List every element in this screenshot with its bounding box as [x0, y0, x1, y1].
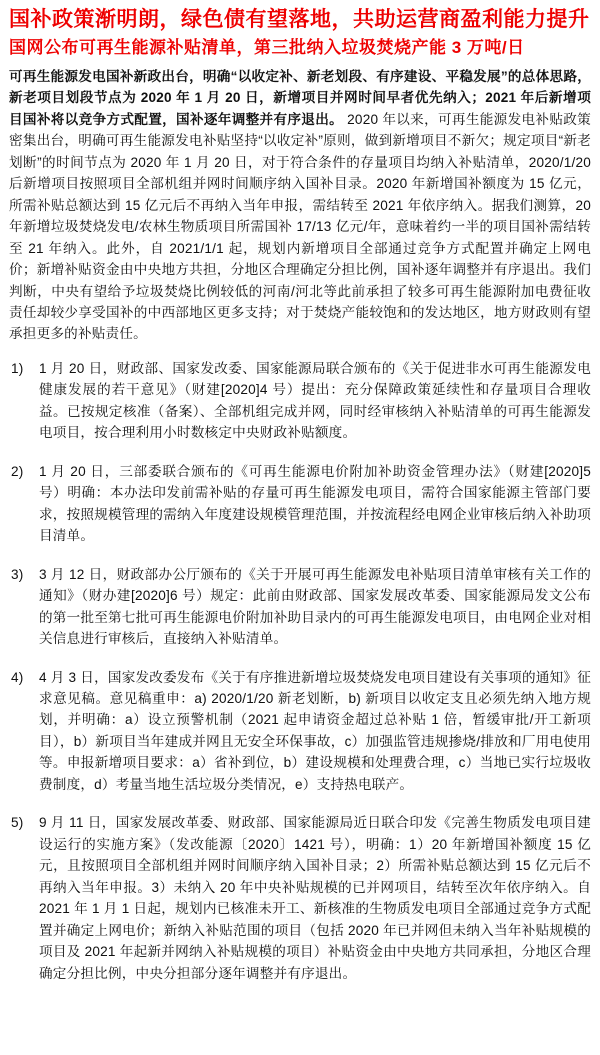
policy-item-2-text: 1 月 20 日，三部委联合颁布的《可再生能源电价附加补助资金管理办法》（财建[2020]5 号）明确：本办法印发前需补贴的存量可再生能源发电项目，需符合国家能源主管部门要求，按照规模管理的需纳入年度建设规模管理范围，并按流程经电网企业审核后纳入补助项目清单。: [39, 463, 591, 544]
policy-item-1-text: 1 月 20 日，财政部、国家发改委、国家能源局联合颁布的《关于促进非水可再生能源发电健康发展的若干意见》（财建[2020]4 号）提出：充分保障政策延续性和存量项目合理收益。已按规定核准（备案）、全部机组完成并网，同时经审核纳入补贴清单的可再生能源发电项目，按合理利用小时数核定中央财政补贴额度。: [39, 360, 591, 441]
report-subtitle: 国网公布可再生能源补贴清单，第三批纳入垃圾焚烧产能 3 万吨/日: [9, 37, 525, 57]
policy-item-3-marker: 3): [11, 566, 24, 582]
summary-bold-text: 可再生能源发电国补新政出台，明确“以收定补、新老划段、有序建设、平稳发展”的总体思路，新老项目划段节点为 2020 年 1 月 20 日，新增项目并网时间早者优先纳入；2021 年后新增项目国补将以竞争方式配置，国补逐年调整并有序退出。: [9, 68, 591, 127]
summary-regular-text: 2020 年以来，可再生能源发电补贴政策密集出台，明确可再生能源发电补贴坚持“以收定补”原则，做到新增项目不新欠；规定项目“新老划断”的时间节点为 2020 年 1 月 20 日，对于符合条件的存量项目均纳入补贴清单，2020/1/20 后新增项目按照项目全部机组并网时间顺序纳入国补目录。2020 年新增国补额度为 15 亿元，所需补贴总额达到 15 亿元后不再纳入当年申报，需结转至 2021 年依序纳入。据我们测算，20 年新增垃圾焚烧发电/农林生物质项目所需国补 17/13 亿元/年，意味着约一半的项目国补需结转至 21 年纳入。此外，自 2021/1/1 起，规划内新增项目全部通过竞争方式配置并确定上网电价；新增补贴资金由中央地方共担，分地区合理确定分担比例，国补逐年调整并有序退出。我们判断，中央有望给予垃圾焚烧比例较低的河南/河北等此前承担了较多可再生能源附加电费征收责任却较少享受国补的中西部地区更多支持；对于焚烧产能较饱和的发达地区，地方财政则有望承担更多的补贴责任。: [9, 111, 591, 342]
policy-item-2-marker: 2): [11, 463, 24, 479]
policy-item-4-text: 4 月 3 日，国家发改委发布《关于有序推进新增垃圾焚烧发电项目建设有关事项的通知》征求意见稿。意见稿重申：a) 2020/1/20 新老划断，b) 新项目以收定支且必须先纳入地方规划，并明确：a）设立预警机制（2021 起申请资金超过总补贴 1 倍，暂缓审批/开工新项目），b）新项目当年建成并网且无安全环保事故，c）加强监管违规掺烧/排放和厂用电使用等。申报新增项目要求：a）省补到位，b）建设规模和处理费合理，c）当地已实行垃圾收费制度，d）考量当地生活垃圾分类情况，e）支持热电联产。: [39, 669, 591, 792]
policy-item-4-marker: 4): [11, 669, 24, 685]
policy-item-5-text: 9 月 11 日，国家发展改革委、财政部、国家能源局近日联合印发《完善生物质发电项目建设运行的实施方案》（发改能源〔2020〕1421 号），明确：1）20 年新增国补额度 15 亿元，且按照项目全部机组并网时间顺序纳入国补目录；2）所需补贴总额达到 15 亿元后不再纳入当年申报。3）未纳入 20 年中央补贴规模的已并网项目，结转至次年依序纳入。自 2021 年 1 月 1 日起，规划内已核准未开工、新核准的生物质发电项目全部通过竞争方式配置并确定上网电价；新纳入补贴范围的项目（包括 2020 年已并网但未纳入当年补贴规模的项目及 2021 年起新并网纳入补贴规模的项目）补贴资金由中央地方共同承担，分地区合理确定分担比例，中央分担部分逐年调整并有序退出。: [39, 815, 591, 981]
policy-item-1: [9, 358, 591, 444]
policy-item-3-text: 3 月 12 日，财政部办公厅颁布的《关于开展可再生能源发电补贴项目清单审核有关工作的通知》（财办建[2020]6 号）规定：此前由财政部、国家发展改革委、国家能源局发文公布的第一批至第七批可再生能源电价附加补助目录内的可再生能源发电项目，由电网企业对相关信息进行审核后，直接纳入补贴清单。: [39, 566, 591, 647]
policy-item-5-marker: 5): [11, 815, 24, 831]
policy-item-2: [9, 461, 591, 547]
report-title: 国补政策渐明朗，绿色债有望落地，共助运营商盈利能力提升: [9, 8, 590, 31]
policy-item-3: [9, 564, 591, 650]
summary-paragraph: [9, 66, 591, 345]
policy-list: [9, 358, 591, 984]
policy-item-5: [9, 812, 591, 984]
policy-item-4: [9, 667, 591, 796]
policy-item-1-marker: 1): [11, 360, 24, 376]
